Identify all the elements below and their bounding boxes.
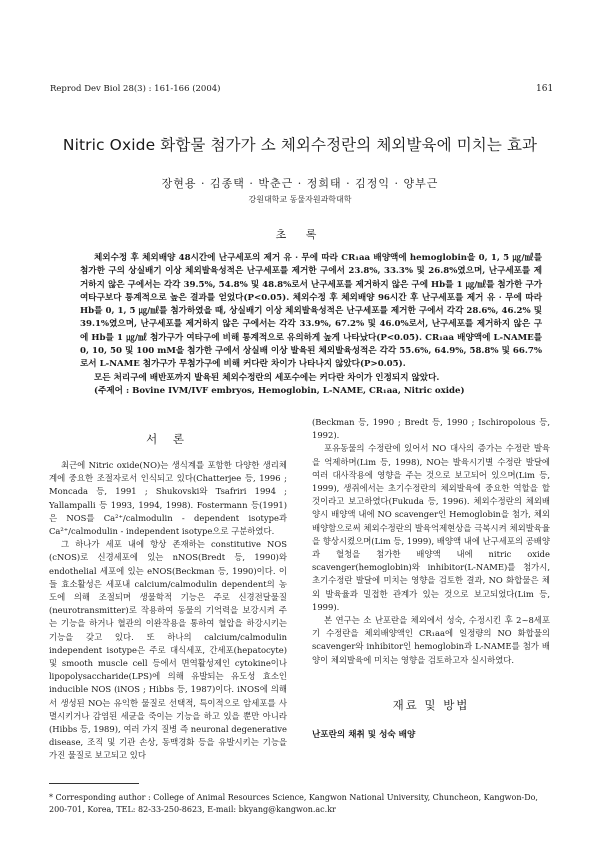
corresponding-author-footnote: * Corresponding author : College of Animal Resources Science, Kangwon National University, Chuncheon, Kangwon-Do, 200-701, Korea, TEL: 82-33-250-8623, E-mail: bkyang@kangwon.ac.kr <box>49 793 538 814</box>
right-column <box>312 416 550 667</box>
abstract-body <box>80 252 542 398</box>
journal-citation: Reprod Dev Biol 28(3) : 161-166 (2004) <box>50 84 221 94</box>
left-column <box>49 459 287 763</box>
subsection-heading: 난포란의 채취 및 성숙 배양 <box>312 730 416 740</box>
article-title: Nitric Oxide 화합물 첨가가 소 체외수정란의 체외발육에 미치는 효과 <box>62 136 538 154</box>
body-paragraph: 최근에 Nitric oxide(NO)는 생식계를 포함한 다양한 생리체계에 중요한 조절자로서 인식되고 있다(Chatterjee 등, 1996 ; Moncada 등, 1991 ; Shukovski와 Tsafriri 1994 ; Yallampalli 등 1993, 1994, 1998). Fostermann 등(1991)은 NOS를 Ca²⁺/calmodulin - dependent isotype과 Ca²⁺/calmodulin - independent isotype으로 구분하였다. <box>49 460 287 537</box>
body-paragraph: 본 연구는 소 난포란을 체외에서 성숙, 수정시킨 후 2~8세포기 수정란을 체외배양액인 CR₁aa에 일정량의 NO 화합물의 scavenger와 inhibitor인 hemoglobin과 L-NAME를 첨가 배양이 체외발육에 미치는 영향을 검토하고자 실시하였다. <box>312 615 550 665</box>
abstract-paragraph: 모든 처리구에 배반포까지 발육된 체외수정란의 세포수에는 커다란 차이가 인정되지 않았다. <box>94 372 440 383</box>
abstract-paragraph: 체외수정 후 체외배양 48시간에 난구세포의 제거 유 · 무에 따라 CR₁aa 배양액에 hemoglobin을 0, 1, 5 ㎍/㎖를 첨가한 구의 상실배기 이상 체외발육성적은 난구세포를 제거한 구에서 23.8%, 33.3% 및 26.8%였으며, 난구세포를 제거하지 않은 구에서는 각각 39.5%, 54.8% 및 48.8%로서 난구세포를 제거하지 않은 구에 Hb를 1 ㎍/㎖를 첨가한 구가 여타구보다 통계적으로 높은 결과를 얻었다(P<0.05). 체외수정 후 체외배양 96시간 후 난구세포를 제거 유 · 무에 따라 Hb를 0, 1, 5 ㎍/㎖를 첨가하였을 때, 상실배기 이상 체외발육성적은 난구세포를 제거한 구에서 각각 28.6%, 46.2% 및 39.1%였으며, 난구세포를 제거하지 않은 구에서는 각각 33.9%, 67.2% 및 46.0%로서, 난구세포를 제거하지 않은 구에 Hb를 1 ㎍/㎖ 첨가구가 여타구에 비해 통계적으로 유의하게 높게 나타났다(P<0.05). CR₁aa 배양액에 L-NAME를 0, 10, 50 및 100 mM을 첨가한 구에서 상실배 이상 발육된 체외발육성적은 각각 55.6%, 64.9%, 58.8% 및 66.7%로서 L-NAME 첨가구가 무첨가구에 비해 커다란 차이가 나타나지 않았다(P>0.05). <box>80 253 542 370</box>
section-heading-introduction: 서 론 <box>146 432 190 446</box>
abstract-heading: 초 록 <box>275 228 325 241</box>
section-heading-methods: 재료 및 방법 <box>392 698 470 712</box>
page-number: 161 <box>536 84 554 94</box>
keywords: (주제어 : Bovine IVM/IVF embryos, Hemoglobin, L-NAME, CR₁aa, Nitric oxide) <box>94 385 465 396</box>
affiliation: 강원대학교 동물자원과학대학 <box>248 195 352 204</box>
body-paragraph: (Beckman 등, 1990 ; Bredt 등, 1990 ; Ischiropolous 등, 1992). <box>312 417 550 441</box>
body-paragraph: 포유동물의 수정란에 있어서 NO 대사의 증가는 수정란 발육을 억제하며(Lim 등, 1998), NO는 발육시기별 수정란 발달에 여러 대사작용에 영향을 주는 것으로 보고되어 있으며(Lim 등, 1999), 생쥐에서는 초기수정란의 체외발육에 중요한 역할을 할 것이라고 보고하였다(Fukuda 등, 1996). 체외수정란의 체외배양시 배양액 내에 NO scavenger인 Hemoglobin을 첨가, 체외배양함으로써 체외수정란의 발육억제현상을 극복시켜 체외발육율을 향상시켰으며(Lim 등, 1999), 배양액 내에 난구세포의 공배양과 혈청을 첨가한 배양액 내에 nitric oxide scavenger(hemoglobin)와 inhibitor(L-NAME)를 첨가시, 초기수정란 발달에 미치는 영향을 검토한 결과, NO 화합물은 체외 발육율과 밀접한 관계가 있는 것으로 보고되었다(Lim 등, 1999). <box>312 443 550 612</box>
body-paragraph: 그 하나가 세포 내에 항상 존재하는 constitutive NOS (cNOS)로 신경세포에 있는 nNOS(Bredt 등, 1990)와 endothelial 세포에 있는 eNOS(Beckman 등, 1990)이다. 이들 효소활성은 세포내 calcium/calmodulin dependent의 농도에 의해 조절되며 생물학적 기능은 주로 신경전달물질(neurotransmitter)로 작용하여 동물의 기억력을 보강시켜 주는 기능을 하거나 혈관의 이완작용을 통하여 혈압을 하강시키는 기능을 갖고 있다. 또 하나의 calcium/calmodulin independent isotype은 주로 대식세포, 간세포(hepatocyte) 및 smooth muscle cell 등에서 면역활성제인 cytokine이나 lipopolysaccharide(LPS)에 의해 유발되는 유도성 효소인 inducible NOS (iNOS ; Hibbs 등, 1987)이다. iNOS에 의해서 생성된 NO는 유익한 물질로 선택적, 특이적으로 암세포를 사멸시키거나 감염된 세균을 죽이는 기능을 하고 있을 뿐만 아니라(Hibbs 등, 1989), 여러 가지 질병 즉 neuronal degenerative disease, 조직 및 기관 손상, 동맥경화 등을 유발시키는 기능을 가진 물질로 보고되고 있다 <box>49 539 287 761</box>
author-list: 장현용 · 김종택 · 박춘근 · 정희태 · 김정익 · 양부근 <box>161 177 439 190</box>
footnote-divider <box>49 783 139 784</box>
